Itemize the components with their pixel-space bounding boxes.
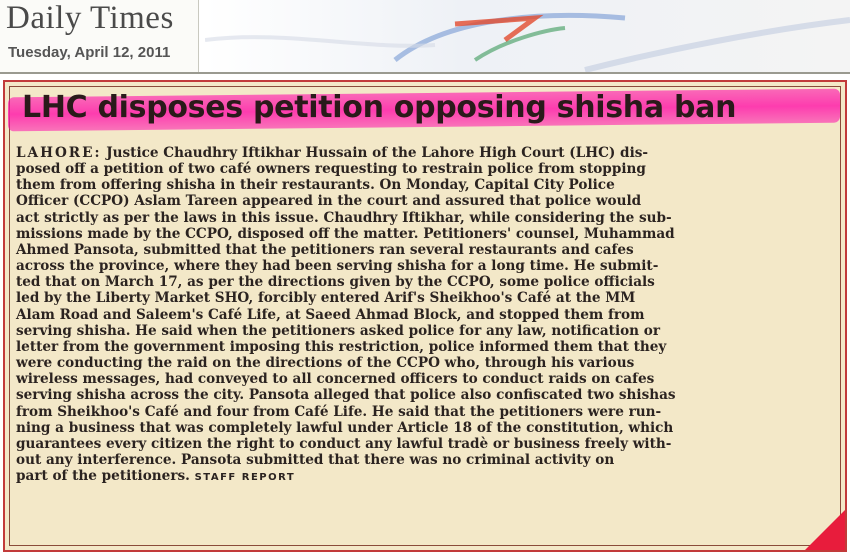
page-corner-marker [805, 510, 845, 550]
masthead [0, 0, 199, 74]
article-line: part of the petitioners. STAFF REPORT [16, 468, 296, 485]
dateline: LAHORE: [16, 145, 102, 161]
article-line: ted that on March 17, as per the directions given by the CCPO, some police officials [16, 274, 655, 291]
article-line: them from offering shisha in their restaurants. On Monday, Capital City Police [16, 177, 615, 194]
article-line: serving shisha. He said when the petitioners asked police for any law, notification or [16, 322, 661, 339]
article-line: wireless messages, had conveyed to all concerned officers to conduct raids on cafes [16, 371, 655, 388]
article-headline: LHC disposes petition opposing shisha ban [22, 90, 737, 125]
masthead-banner-graphic [205, 0, 850, 72]
article-line: missions made by the CCPO, disposed off the matter. Petitioners' counsel, Muhammad [16, 225, 675, 242]
article-line: Ahmed Pansota, submitted that the petitioners ran several restaurants and cafes [16, 241, 634, 258]
article-line: LAHORE: Justice Chaudhry Iftikhar Hussain of the Lahore High Court (LHC) dis- [16, 145, 649, 161]
newspaper-name: Daily Times [6, 0, 174, 36]
article-line: serving shisha across the city. Pansota alleged that police also confiscated two shishas [16, 387, 676, 404]
issue-date: Tuesday, April 12, 2011 [8, 44, 171, 61]
article-line: across the province, where they had been serving shisha for a long time. He submit- [16, 258, 659, 275]
article-line: from Sheikhoo's Café and four from Café Life. He said that the petitioners were run- [16, 403, 662, 420]
article-line: were conducting the raid on the directions of the CCPO who, through his various [16, 355, 635, 372]
article-line: act strictly as per the laws in this issue. Chaudhry Iftikhar, while considering the sub- [16, 209, 672, 226]
article-line: Alam Road and Saleem's Café Life, at Saeed Ahmad Block, and stopped them from [16, 306, 645, 323]
byline: STAFF REPORT [194, 472, 296, 484]
article-body [16, 145, 836, 486]
masthead-rule [0, 72, 850, 74]
article-line: ning a business that was completely lawful under Article 18 of the constitution, which [16, 419, 674, 436]
article-line: letter from the government imposing this restriction, police informed them that they [16, 338, 667, 355]
swoosh-graphic [205, 0, 850, 72]
article-line: led by the Liberty Market SHO, forcibly entered Arif's Sheikhoo's Café at the MM [16, 290, 636, 307]
article-line: posed off a petition of two café owners requesting to restrain police from stopping [16, 161, 646, 178]
article-line: out any interference. Pansota submitted that there was no criminal activity on [16, 451, 615, 468]
article-line: guarantees every citizen the right to conduct any lawful tradè or business freely with- [16, 435, 672, 452]
article-line: Officer (CCPO) Aslam Tareen appeared in the court and assured that police would [16, 193, 642, 210]
